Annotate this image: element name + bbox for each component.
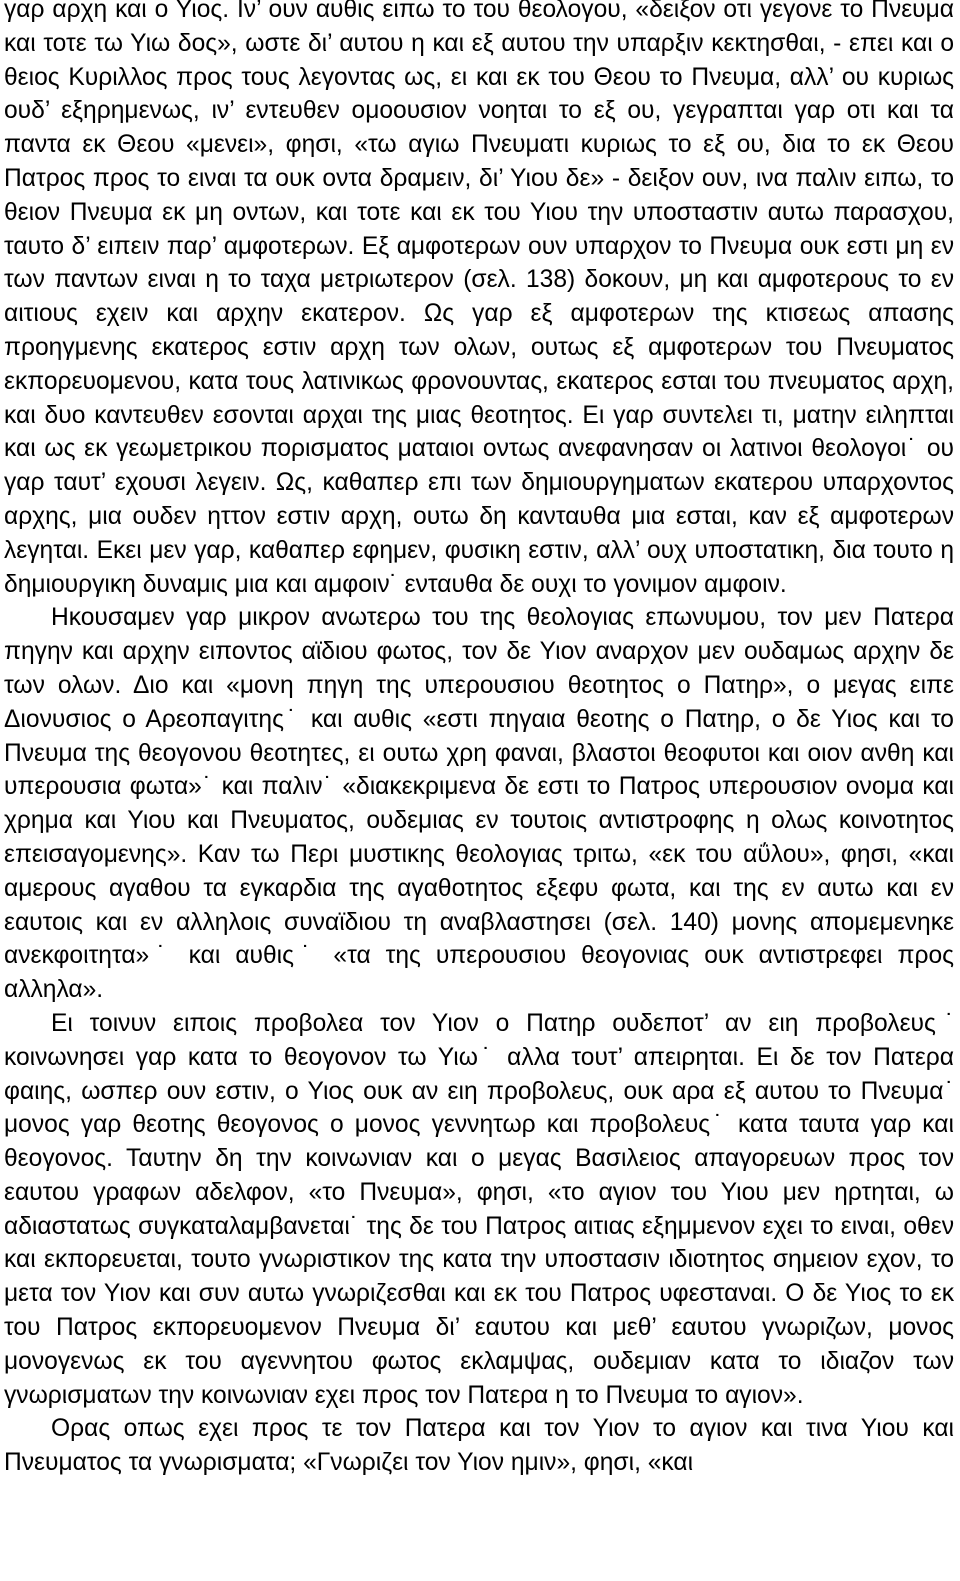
paragraph-2: Ηκουσαμεν γαρ μικρον ανωτερω του της θεολογιας επωνυμου, τον μεν Πατερα πηγην και αρχην ειποντος αϊδιου φωτος, τον δε Υιον αναρχον μεν ουδαμως αρχην δε των ολων. Διο και «μονη πηγη της υπερουσιου θεοτητος ο Πατηρ», ο μεγας ειπε Διονυσιος ο Αρεοπαγιτης˙ και αυθις «εστι πηγαια θεοτης ο Πατηρ, ο δε Υιος και το Πνευμα της θεογονου θεοτητες, ει ουτω χρη φαναι, βλαστοι θεοφυτοι και οιον ανθη και υπερουσια φωτα»˙ και παλιν˙ «διακεκριμενα δε εστι το Πατρος υπερουσιον ονομα και χρημα και Υιου και Πνευματος, ουδεμιας εν τουτοις αντιστροφης η ολως κοινοτητος επεισαγομενης». Καν τω Περι μυστικης θεολογιας τριτω, «εκ του αΰλου», φησι, «και αμερους αγαθου τα εγκαρδια της αγαθοτητος εξεφυ φωτα, και της εν αυτω και εν εαυτοις και εν αλληλοις συναϊδιου τη αναβλαστησει (σελ. 140) μονης απομεμενηκε ανεκφοιτητα»˙ και αυθις˙ «τα της υπερουσιου θεογονιας ουκ αντιστρεφει προς αλληλα».: [4, 604, 954, 1004]
paragraph-4: Ορας οπως εχει προς τε τον Πατερα και τον Υιον το αγιον και τινα Υιου και Πνευματος τα γνωρισματα; «Γνωριζει τον Υιον ημιν», φησι, «και: [4, 1415, 954, 1477]
paragraph-3: Ει τοινυν ειποις προβολεα τον Υιον ο Πατηρ ουδεποτ’ αν ειη προβολευς˙ κοινωνησει γαρ κατα το θεογονον τω Υιω˙ αλλα τουτ’ απειρηται. Ει δε τον Πατερα φαιης, ωσπερ ουν εστιν, ο Υιος ουκ αν ειη προβολευς, ουκ αρα εξ αυτου το Πνευμα˙ μονος γαρ θεοτης θεογονος ο μονος γεννητωρ και προβολευς˙ κατα ταυτα γαρ και θεογονος. Ταυτην δη την κοινωνιαν και ο μεγας Βασιλειος απαγορευων προς τον εαυτου γραφων αδελφον, «το Πνευμα», φησι, «το αγιον του Υιου μεν ηρτηται, ω αδιαστατως συγκαταλαμβανεται˙ της δε του Πατρος αιτιας εξημμενον εχει το ειναι, οθεν και εκπορευεται, τουτο γνωριστικον της κατα την υποστασιν ιδιοτητος σημειον εχον, το μετα τον Υιον και συν αυτω γνωριζεσθαι και εκ του Πατρος υφεσταναι. Ο δε Υιος το εκ του Πατρος εκπορευομενον Πνευμα δι’ εαυτου και μεθ’ εαυτου γνωριζων, μονος μονογενως εκ του αγεννητου φωτος εκλαμψας, ουδεμιαν κατα το ιδιαζον των γνωρισματων την κοινωνιαν εχει προς τον Πατερα η το Πνευμα το αγιον».: [4, 1009, 954, 1409]
paragraph-1: γαρ αρχη και ο Υιος. Ιν’ ουν αυθις ειπω το του θεολογου, «δειξον οτι γεγονε το Πνευμα και τοτε τω Υιω δος», ωστε δι’ αυτου η και εξ αυτου την υπαρξιν κεκτησθαι, - επει και ο θειος Κυριλλος προς τους λεγοντας ως, ει και εκ του Θεου το Πνευμα, αλλ’ ου κυριως ουδ’ εξηρημενως, ιν’ εντευθεν ομοουσιον νοηται το εξ ου, γεγραπται γαρ οτι και τα παντα εκ Θεου «μενει», φησι, «τω αγιω Πνευματι κυριως το εξ ου, δια το εκ Θεου Πατρος προς το ειναι τα ουκ οντα δραμειν, δι’ Υιου δε» - δειξον ουν, ινα παλιν ειπω, το θειον Πνευμα εκ μη οντων, και τοτε και εκ του Υιου την υποσταστιν αυτω παρασχου, ταυτο δ’ ειπειν παρ’ αμφοτερων. Εξ αμφοτερων ουν υπαρχον το Πνευμα ουκ εστι μη εν των παντων ειναι η το ταχα μετριωτερον (σελ. 138) δοκουν, μη και αμφοτερους το εν αιτιους εχειν και αρχην εκατερον. Ως γαρ εξ αμφοτερων της κτισεως απασης προηγμενης εκατερος εστιν αρχη των ολων, ουτως εξ αμφοτερων του Πνευματος εκπορευομενου, κατα τους λατινικως φρονουντας, εκατερος εσται του πνευματος αρχη, και δυο καντευθεν εσονται αρχαι της μιας θεοτητος. Ει γαρ συντελει τι, ματην ειληπται και ως εκ γεωμετρικου πορισματος ματαιοι οντως ανεφανησαν οι λατινοι θεολογοι˙ ου γαρ ταυτ’ εχουσι λεγειν. Ως, καθαπερ επι των δημιουργηματων εκατερου υπαρχοντος αρχης, μια ουδεν ηττον εστιν αρχη, ουτω δη κανταυθα μια εσται, καν εξ αμφοτερων λεγηται. Εκει μεν γαρ, καθαπερ εφημεν, φυσικη εστιν, αλλ’ ουχ υποστατικη, δια τουτο η δημιουργικη δυναμις μια και αμφοιν˙ ενταυθα δε ουχι το γονιμον αμφοιν.: [4, 0, 954, 598]
